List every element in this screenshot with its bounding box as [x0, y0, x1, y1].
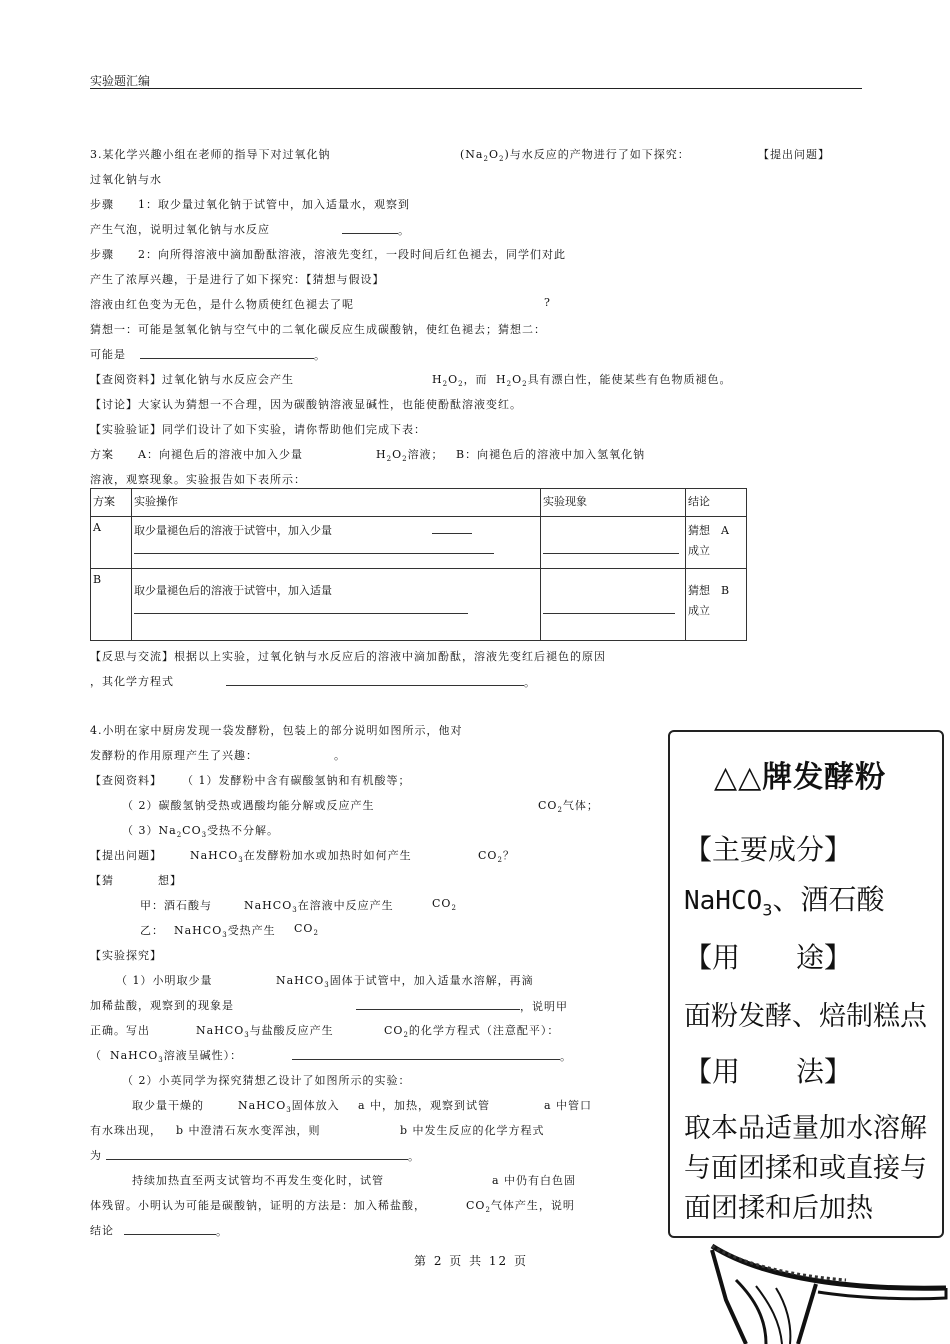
label-ingredients: NaHCO$_3$、酒石酸: [684, 883, 885, 920]
q4-line-3: 【查阅资料】 （ 1）发酵粉中含有碳酸氢钠和有机酸等；: [90, 774, 411, 787]
table-a-blank-1[interactable]: [432, 521, 472, 534]
q3-line-j: 【反思与交流】根据以上实验，过氧化钠与水反应后的溶液中滴加酚酞，溶液先变红后褪色的原因: [90, 650, 606, 663]
q4-line-5: （ $3)Na_2CO_3$受热不分解。: [122, 824, 280, 840]
q4-line-21: 结论 。: [90, 1224, 228, 1238]
baking-powder-label: [668, 730, 944, 1238]
q3-line-h: 方案 A：向褪色后的溶液中加入少量 $H_2O_2$溶液； B：向褪色后的溶液中加入氢氧化钠: [90, 448, 646, 464]
table-b-blank[interactable]: [134, 601, 468, 614]
table-a-blank-2[interactable]: [134, 541, 494, 554]
q4-line-12: 加稀盐酸，观察到的现象是 ，说明甲: [90, 999, 568, 1013]
table-header-conclusion: 结论: [686, 489, 747, 517]
q4-line-9: 乙： NaHCO$_3$受热产生 $CO_2$: [140, 922, 319, 940]
q4-blank-4[interactable]: [124, 1222, 216, 1235]
table-cell-conclusion: 猜想 B 成立: [686, 569, 747, 641]
q3-line-d: 可能是 。: [90, 348, 326, 362]
table-header-phenomenon: 实验现象: [541, 489, 686, 517]
q4-line-19: 持续加热直至两支试管均不再发生变化时，试管 a 中仍有白色固: [132, 1174, 577, 1187]
table-cell-id: A: [91, 517, 132, 569]
header-rule: [90, 88, 862, 89]
label-method-1: 取本品适量加水溶解: [684, 1113, 927, 1144]
label-method-3: 面团揉和后加热: [684, 1193, 873, 1224]
q4-line-2: 发酵粉的作用原理产生了兴趣： 。: [90, 749, 346, 762]
label-usage: 面粉发酵、焙制糕点: [684, 1001, 927, 1032]
q4-line-18: 为 。: [90, 1149, 420, 1163]
experiment-table: [90, 488, 747, 641]
q3-line-g: 【实验验证】同学们设计了如下实验，请你帮助他们完成下表：: [90, 423, 426, 436]
q3-blank-2[interactable]: [140, 346, 314, 359]
q4-line-10: 【实验探究】: [90, 949, 162, 962]
q3-blank-3[interactable]: [226, 673, 524, 686]
label-method-2: 与面团揉和或直接与: [684, 1153, 927, 1184]
q4-line-1: 4.小明在家中厨房发现一袋发酵粉，包装上的部分说明如图所示，他对: [90, 724, 463, 737]
q3-line-2: 过氧化钠与水: [90, 173, 162, 186]
table-cell-conclusion: 猜想 A 成立: [686, 517, 747, 569]
q4-line-17: 有水珠出现， b 中澄清石灰水变浑浊，则 b 中发生反应的化学方程式: [90, 1124, 545, 1137]
table-row: [91, 517, 747, 569]
q4-blank-2[interactable]: [292, 1047, 560, 1060]
page-number: 第 2 页 共 12 页: [414, 1254, 528, 1268]
q3-line-f: 【讨论】大家认为猜想一不合理，因为碳酸钠溶液显碱性，也能使酚酞溶液变红。: [90, 398, 522, 411]
q3-blank-1[interactable]: [342, 221, 398, 234]
q3-step2: 步骤 2：向所得溶液中滴加酚酞溶液，溶液先变红，一段时间后红色褪去，同学们对此: [90, 248, 566, 261]
table-cell-phenomenon: [541, 517, 686, 569]
label-title: △△牌发酵粉: [714, 760, 887, 795]
q3-line-1: 3.某化学兴趣小组在老师的指导下对过氧化钠 $(Na_2O_2)$与水反应的产物进行了如下探究： 【提出问题】: [90, 148, 830, 164]
q3-line-e: 【查阅资料】过氧化钠与水反应会产生 $H_2O_2$，而 $H_2O_2$具有漂白性，能使某些有色物质褪色。: [90, 373, 732, 389]
table-cell-phenomenon: [541, 569, 686, 641]
q3-step1b: 产生气泡，说明过氧化钠与水反应 。: [90, 223, 410, 237]
q4-blank-3[interactable]: [106, 1147, 408, 1160]
q4-line-15: （ 2）小英同学为探究猜想乙设计了如图所示的实验：: [122, 1074, 411, 1087]
table-header-operation: 实验操作: [132, 489, 541, 517]
q3-line-c: 猜想一：可能是氢氧化钠与空气中的二氧化碳反应生成碳酸钠，使红色褪去；猜想二：: [90, 323, 546, 336]
table-b-phenomenon-blank[interactable]: [543, 601, 675, 614]
table-a-phenomenon-blank[interactable]: [543, 541, 679, 554]
q4-line-6: 【提出问题】 NaHCO$_3$在发酵粉加水或加热时如何产生 $CO_2$？: [90, 849, 515, 865]
label-section-usage: 【用 途】: [684, 941, 853, 974]
q4-line-7: 【猜 想】: [90, 874, 182, 887]
q3-line-i: 溶液，观察现象。实验报告如下表所示：: [90, 473, 306, 486]
header-title: 实验题汇编: [90, 74, 151, 88]
q4-blank-1[interactable]: [356, 997, 520, 1010]
table-cell-operation: 取少量褪色后的溶液于试管中，加入适量: [132, 569, 541, 641]
q4-line-8: 甲：酒石酸与 NaHCO$_3$在溶液中反应产生 $CO_2$: [140, 897, 457, 915]
q3-line-b: 溶液由红色变为无色，是什么物质使红色褪去了呢 ?: [90, 296, 551, 311]
label-section-method: 【用 法】: [684, 1055, 853, 1088]
q4-line-4: （ 2）碳酸氢钠受热或遇酸均能分解或反应产生 $CO_2$气体；: [122, 799, 599, 815]
q4-line-16: 取少量干燥的 NaHCO$_3$固体放入 a 中，加热，观察到试管 a 中管口: [132, 1099, 593, 1115]
q4-line-14: （ NaHCO$_3$溶液呈碱性）： 。: [90, 1049, 572, 1065]
q4-line-11: （ 1）小明取少量 NaHCO$_3$固体于试管中，加入适量水溶解，再滴: [116, 974, 534, 990]
q3-line-a: 产生了浓厚兴趣，于是进行了如下探究：【猜想与假设】: [90, 273, 385, 286]
table-row: [91, 569, 747, 641]
bowl-illustration: [706, 1240, 950, 1344]
table-header-scheme: 方案: [91, 489, 132, 517]
q4-line-13: 正确。写出 NaHCO$_3$与盐酸反应产生 $CO_2$的化学方程式（注意配平）：: [90, 1024, 560, 1040]
table-cell-id: B: [91, 569, 132, 641]
q4-line-20: 体残留。小明认为可能是碳酸钠，证明的方法是：加入稀盐酸， $CO_2$气体产生，说明: [90, 1199, 575, 1215]
q3-line-k: ，其化学方程式 。: [90, 675, 536, 689]
q3-step1: 步骤 1：取少量过氧化钠于试管中，加入适量水，观察到: [90, 198, 410, 211]
label-section-ingredients: 【主要成分】: [684, 833, 853, 866]
table-cell-operation: 取少量褪色后的溶液于试管中，加入少量: [132, 517, 541, 569]
